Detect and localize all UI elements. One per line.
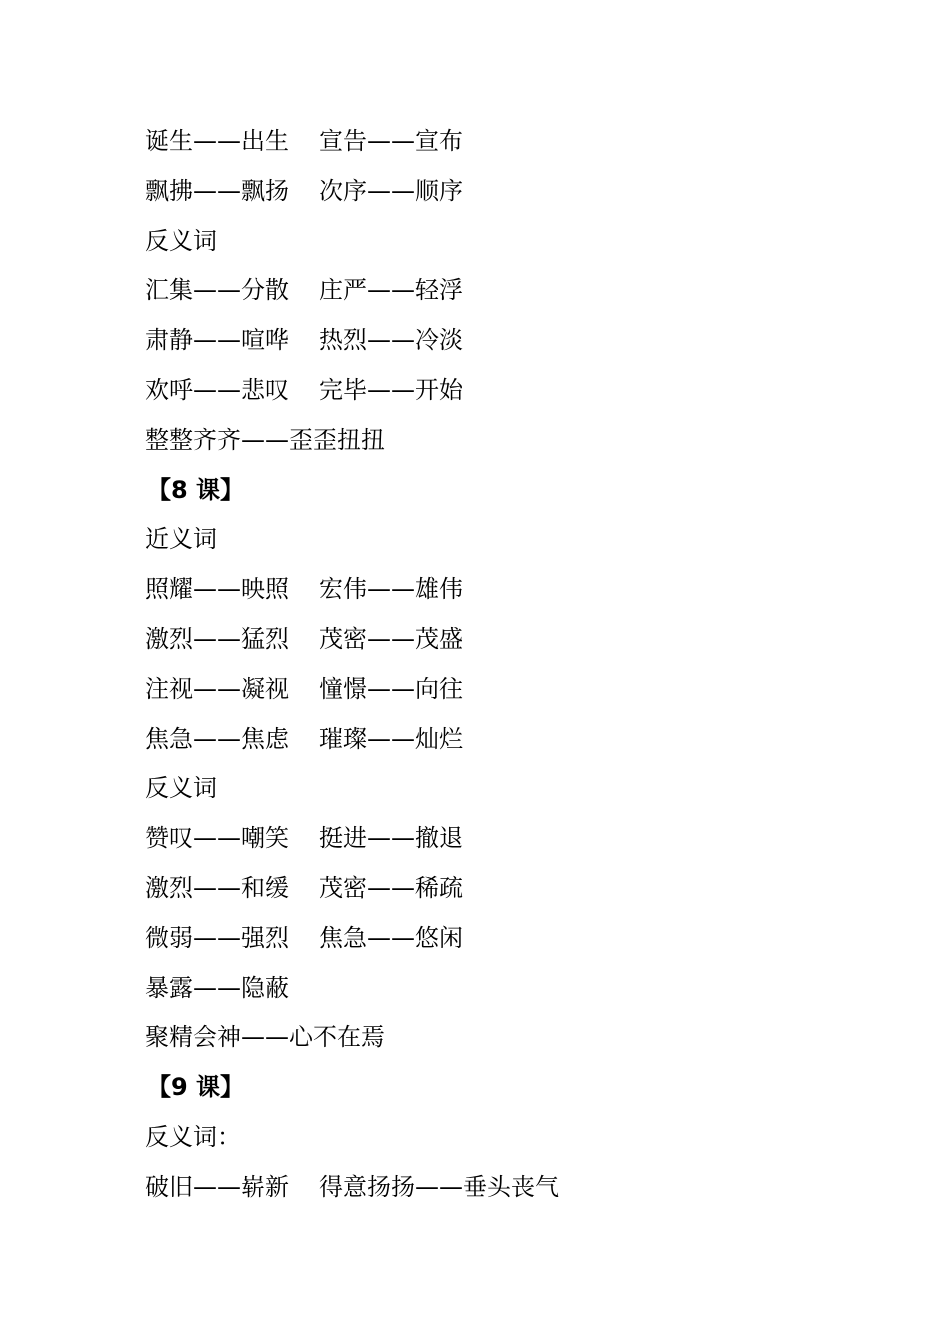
antonym-pair: 肃静——喧哗 [145,326,289,355]
synonym-pair: 诞生——出生 [145,127,289,155]
word-pair-line [145,266,905,316]
word-pair-line [145,964,905,1014]
lesson-heading-9: 【9 课】 [147,1073,245,1102]
word-pair-line [145,167,905,217]
synonym-pair: 注视——凝视 [145,674,289,703]
antonym-pair: 整整齐齐——歪歪扭扭 [145,425,385,454]
antonym-pair: 微弱——强烈 [145,923,289,952]
word-pair-line [145,665,905,715]
word-pair-line [145,565,905,615]
synonym-pair: 照耀——映照 [145,575,289,604]
word-pair-line [145,1013,905,1063]
document-page [145,117,905,1213]
antonym-pair: 暴露——隐蔽 [145,973,289,1002]
antonym-pair: 热烈——冷淡 [319,326,463,355]
word-pair-line [145,117,905,167]
word-pair-line [145,316,905,366]
section-heading-synonyms: 近义词 [145,525,217,554]
word-pair-line [145,416,905,466]
section-heading-antonyms: 反义词 [145,774,217,803]
word-pair-line [145,864,905,914]
synonym-pair: 宏伟——雄伟 [319,575,463,604]
antonym-pair: 赞叹——嘲笑 [145,824,289,853]
synonym-pair: 憧憬——向往 [319,674,463,703]
antonym-pair: 茂密——稀疏 [319,873,463,902]
synonym-pair: 茂密——茂盛 [319,624,463,653]
antonym-pair: 得意扬扬——垂头丧气 [319,1172,559,1201]
antonym-pair: 激烈——和缓 [145,873,289,902]
antonym-pair: 挺进——撤退 [319,824,463,853]
antonym-pair: 完毕——开始 [319,375,463,404]
antonym-pair: 庄严——轻浮 [319,276,463,305]
section-heading-antonyms: 反义词： [145,1122,241,1151]
word-pair-line [145,366,905,416]
antonym-pair: 破旧——崭新 [145,1172,289,1201]
synonym-pair: 次序——顺序 [319,176,463,205]
antonym-pair: 聚精会神——心不在焉 [145,1023,385,1052]
section-heading-antonyms: 反义词 [145,226,217,255]
synonym-pair: 飘拂——飘扬 [145,176,289,205]
lesson-heading-8: 【8 课】 [147,475,245,504]
word-pair-line [145,1163,905,1213]
word-pair-line [145,715,905,765]
synonym-pair: 激烈——猛烈 [145,624,289,653]
synonym-pair: 璀璨——灿烂 [319,724,463,753]
antonym-pair: 焦急——悠闲 [319,923,463,952]
word-pair-line [145,615,905,665]
synonym-pair: 焦急——焦虑 [145,724,289,753]
antonym-pair: 欢呼——悲叹 [145,375,289,404]
word-pair-line [145,914,905,964]
antonym-pair: 汇集——分散 [145,276,289,305]
synonym-pair: 宣告——宣布 [319,127,463,155]
word-pair-line [145,814,905,864]
